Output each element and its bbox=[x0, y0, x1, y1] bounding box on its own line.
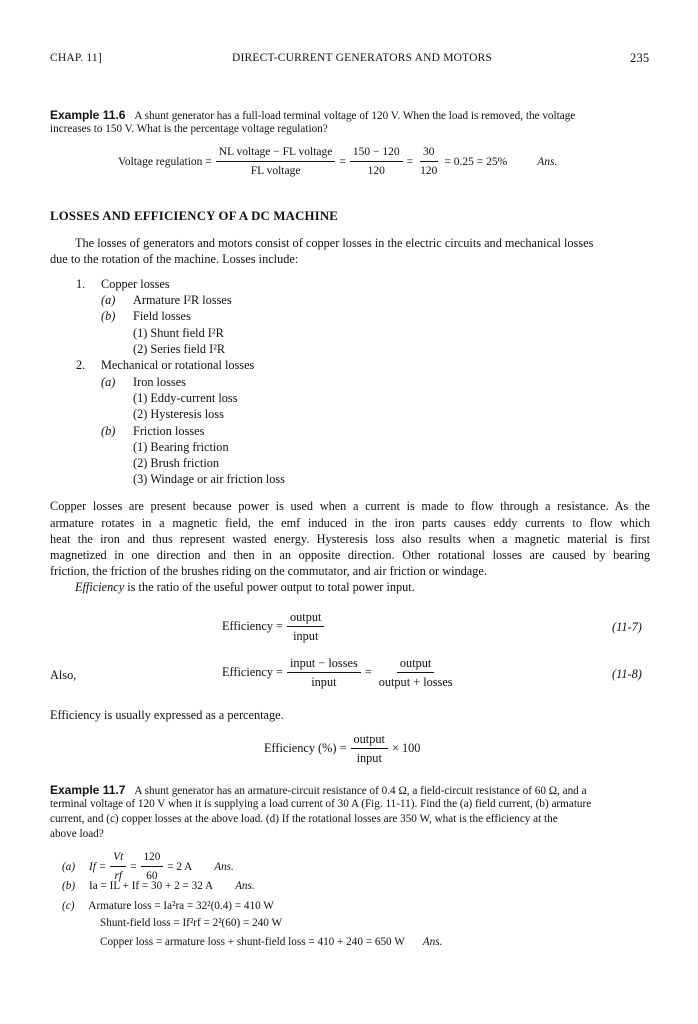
numerator: output bbox=[351, 732, 388, 749]
denominator: input bbox=[356, 751, 382, 765]
solution-mark: (b) bbox=[62, 880, 76, 892]
equals: = bbox=[406, 155, 414, 168]
numerator: output bbox=[397, 656, 434, 673]
fraction bbox=[287, 656, 361, 689]
list-item: (1) Shunt field I²R bbox=[133, 326, 224, 340]
equation-11-8 bbox=[222, 656, 460, 689]
list-item: Friction losses bbox=[133, 424, 205, 438]
solution-c-line3 bbox=[100, 936, 442, 948]
answer-mark: Ans. bbox=[214, 860, 234, 873]
solution-c bbox=[62, 900, 274, 912]
list-item: Field losses bbox=[133, 309, 191, 323]
numerator: 150 − 120 bbox=[350, 145, 403, 162]
efficiency-percent-equation bbox=[264, 732, 420, 765]
paragraph-line: heat the iron and thus represent wasted energy. Hysteresis loss also results when a magnetic material is first bbox=[50, 532, 650, 546]
denominator: 120 bbox=[367, 165, 385, 177]
percentage-note: Efficiency is usually expressed as a percentage. bbox=[50, 708, 284, 722]
equation-lhs: Efficiency = bbox=[222, 619, 283, 633]
list-item: Copper losses bbox=[101, 277, 170, 291]
list-mark: (b) bbox=[101, 309, 116, 323]
list-item: (2) Hysteresis loss bbox=[133, 407, 224, 421]
intro-line2: due to the rotation of the machine. Losses include: bbox=[50, 252, 299, 266]
equation-number: (11-7) bbox=[612, 620, 642, 634]
solution-mark: (a) bbox=[62, 860, 76, 873]
list-item: Mechanical or rotational losses bbox=[101, 358, 255, 372]
list-item: (1) Eddy-current loss bbox=[133, 391, 238, 405]
chapter-label: CHAP. 11] bbox=[50, 52, 102, 64]
list-item: Iron losses bbox=[133, 375, 186, 389]
numerator: output bbox=[287, 610, 324, 627]
list-item: (2) Brush friction bbox=[133, 456, 220, 470]
numerator: NL voltage − FL voltage bbox=[216, 145, 336, 162]
denominator: output + losses bbox=[378, 675, 453, 689]
fraction bbox=[376, 656, 456, 689]
equals: = bbox=[364, 665, 372, 679]
equation-lhs: Voltage regulation = bbox=[118, 155, 212, 168]
example-text: A shunt generator has an armature-circuit resistance of 0.4 Ω, a field-circuit resistance of 60 Ω, and a bbox=[134, 785, 587, 797]
example-text: A shunt generator has a full-load terminal voltage of 120 V. When the load is removed, the voltage bbox=[134, 110, 576, 122]
paragraph-line: Copper losses are present because power is used when a current is made to flow through a resistance. As the bbox=[50, 499, 650, 513]
fraction bbox=[141, 850, 164, 883]
fraction bbox=[287, 610, 324, 643]
paragraph-line: friction, the friction of the brushes riding on the commutator, and air friction or windage. bbox=[50, 564, 487, 578]
list-mark: (a) bbox=[101, 375, 116, 389]
voltage-regulation-equation bbox=[118, 145, 557, 178]
multiplier: × 100 bbox=[391, 741, 421, 755]
fraction bbox=[350, 145, 403, 178]
answer-mark: Ans. bbox=[235, 880, 255, 892]
fraction bbox=[351, 732, 388, 765]
equals: = bbox=[339, 155, 346, 168]
solution-mark: (c) bbox=[62, 900, 75, 912]
list-number: 1. bbox=[76, 277, 86, 291]
also-label: Also, bbox=[50, 668, 77, 682]
list-mark: (b) bbox=[101, 424, 116, 438]
numerator: input − losses bbox=[287, 656, 361, 673]
numerator: 30 bbox=[420, 145, 438, 162]
intro-line1: The losses of generators and motors consist of copper losses in the electric circuits and mechanical losses bbox=[75, 236, 594, 250]
section-heading: LOSSES AND EFFICIENCY OF A DC MACHINE bbox=[50, 209, 339, 223]
result: = 0.25 = 25% bbox=[444, 155, 508, 168]
defined-term: Efficiency bbox=[75, 580, 125, 594]
example-label: Example 11.7 bbox=[50, 783, 126, 797]
denominator: input bbox=[293, 629, 319, 643]
denominator: rf bbox=[114, 870, 122, 882]
list-item: (2) Series field I²R bbox=[133, 342, 226, 356]
example-11-6-line2: increases to 150 V. What is the percentage voltage regulation? bbox=[50, 123, 328, 135]
equation-number: (11-8) bbox=[612, 667, 642, 681]
solution-a bbox=[62, 850, 234, 883]
equals: = bbox=[130, 860, 137, 873]
fraction bbox=[417, 145, 440, 178]
solution-b bbox=[62, 880, 255, 892]
list-mark: (a) bbox=[101, 293, 116, 307]
page-number: 235 bbox=[630, 51, 650, 65]
list-item: (3) Windage or air friction loss bbox=[133, 472, 285, 486]
running-title: DIRECT-CURRENT GENERATORS AND MOTORS bbox=[232, 52, 493, 64]
list-number: 2. bbox=[76, 358, 86, 372]
denominator: 60 bbox=[146, 870, 158, 882]
example-11-7-line1 bbox=[50, 783, 650, 798]
paragraph-line: armature rotates in a magnetic field, the emf induced in the iron parts causes eddy currents to flow which bbox=[50, 516, 650, 530]
answer-mark: Ans. bbox=[537, 155, 558, 168]
example-11-7-line4: above load? bbox=[50, 828, 104, 840]
list-item: Armature I²R losses bbox=[133, 293, 232, 307]
denominator: 120 bbox=[420, 165, 438, 177]
example-11-7-line2: terminal voltage of 120 V when it is supplying a load current of 30 A (Fig. 11-11). Find the (a) field current, (b) armature bbox=[50, 798, 592, 810]
equation-lhs: If = bbox=[89, 860, 107, 873]
solution-c-line2: Shunt-field loss = If²rf = 2²(60) = 240 W bbox=[100, 917, 283, 929]
efficiency-definition bbox=[50, 579, 650, 596]
example-label: Example 11.6 bbox=[50, 108, 126, 122]
solution-text: Copper loss = armature loss + shunt-field loss = 410 + 240 = 650 W bbox=[100, 936, 405, 948]
example-11-7-line3: current, and (c) copper losses at the above load. (d) If the rotational losses are 350 W, what is the efficiency at the bbox=[50, 813, 558, 825]
denominator: FL voltage bbox=[250, 165, 301, 177]
list-item: (1) Bearing friction bbox=[133, 440, 229, 454]
fraction bbox=[110, 850, 126, 883]
denominator: input bbox=[311, 675, 337, 689]
paragraph-line: magnetized in one direction and then in an opposite direction. Other rotational losses are caused by bearing bbox=[50, 548, 650, 562]
solution-text: Ia = IL + If = 30 + 2 = 32 A bbox=[89, 880, 214, 892]
fraction bbox=[216, 145, 336, 178]
example-11-6-line1 bbox=[50, 108, 650, 123]
equation-lhs: Efficiency (%) = bbox=[264, 741, 347, 755]
solution-text: Armature loss = Ia²ra = 32²(0.4) = 410 W bbox=[88, 900, 274, 912]
numerator: 120 bbox=[141, 850, 164, 867]
numerator: Vt bbox=[110, 850, 126, 867]
answer-mark: Ans. bbox=[422, 936, 443, 948]
equation-lhs: Efficiency = bbox=[222, 665, 283, 679]
result: = 2 A bbox=[167, 860, 193, 873]
definition-text: is the ratio of the useful power output to total power input. bbox=[124, 580, 415, 594]
equation-11-7 bbox=[222, 610, 328, 643]
